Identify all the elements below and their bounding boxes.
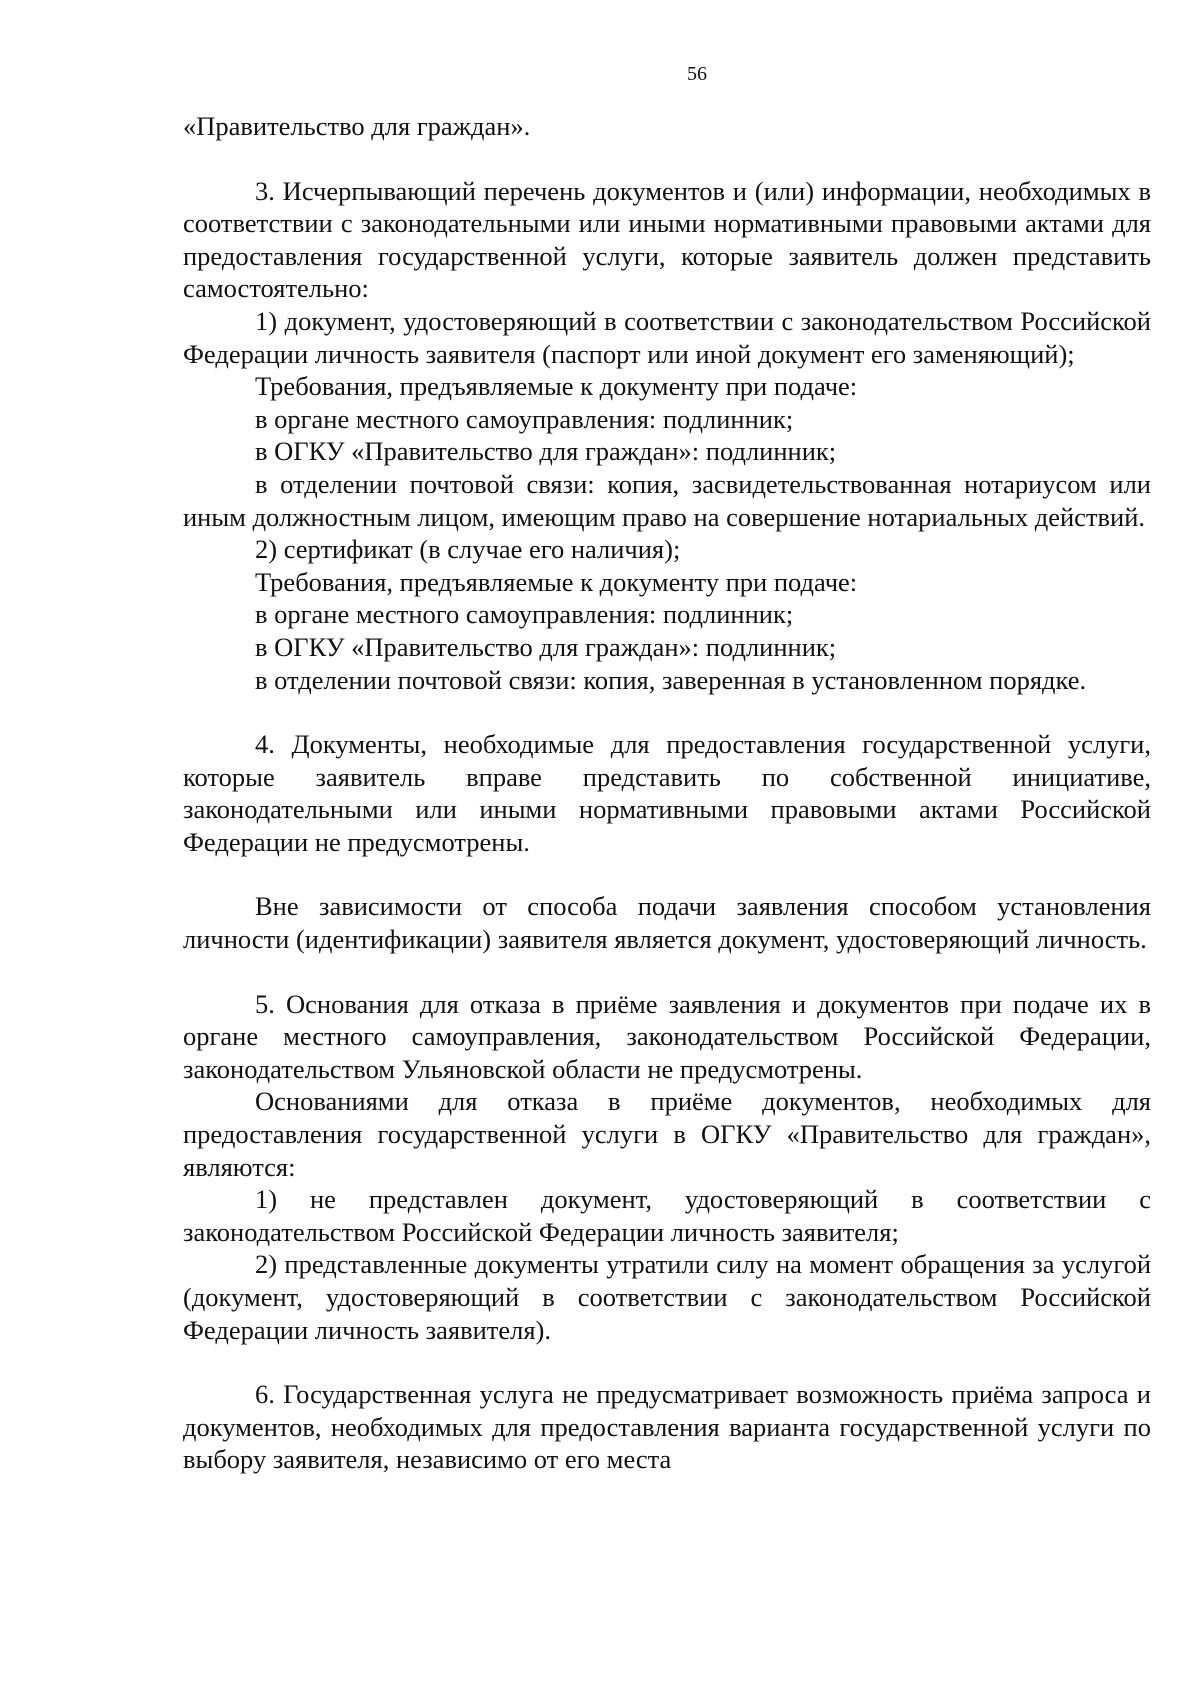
paragraph-spacer — [183, 1346, 1151, 1378]
document-body — [183, 110, 1151, 1476]
paragraph-spacer — [183, 696, 1151, 728]
paragraph: 3. Исчерпывающий перечень документов и (или) информации, необходимых в соответствии с законодательными или иными нормативными правовыми актами для предоставления государственной услуги, которые заявитель должен представить самостоятельно: — [183, 175, 1151, 304]
page-number: 56 — [687, 63, 707, 85]
paragraph: в ОГКУ «Правительство для граждан»: подлинник; — [255, 631, 837, 662]
paragraph: в отделении почтовой связи: копия, засвидетельствованная нотариусом или иным должностным лицом, имеющим право на совершение нотариальных действий. — [183, 468, 1151, 532]
paragraph: «Правительство для граждан». — [183, 111, 531, 141]
paragraph: 5. Основания для отказа в приёме заявления и документов при подаче их в органе местного самоуправления, законодательством Российской Федерации, законодательством Ульяновской области не предусмотрены. — [183, 988, 1151, 1084]
paragraph-spacer — [183, 956, 1151, 988]
paragraph: Вне зависимости от способа подачи заявления способом установления личности (идентификации) заявителя является документ, удостоверяющий личность. — [183, 891, 1151, 955]
paragraph: в ОГКУ «Правительство для граждан»: подлинник; — [255, 436, 837, 467]
paragraph: 1) не представлен документ, удостоверяющий в соответствии с законодательством Российской Федерации личность заявителя; — [183, 1184, 1151, 1247]
paragraph-spacer — [183, 858, 1151, 890]
paragraph: в органе местного самоуправления: подлинник; — [255, 599, 794, 630]
paragraph: в органе местного самоуправления: подлинник; — [255, 403, 794, 434]
paragraph: Требования, предъявляемые к документу при подаче: — [255, 566, 858, 597]
paragraph: Основаниями для отказа в приёме документов, необходимых для предоставления государственной услуги в ОГКУ «Правительство для граждан», являются: — [183, 1086, 1151, 1182]
paragraph: 1) документ, удостоверяющий в соответствии с законодательством Российской Федерации личность заявителя (паспорт или иной документ его заменяющий); — [183, 305, 1151, 369]
paragraph-spacer — [183, 143, 1151, 175]
paragraph: 2) представленные документы утратили силу на момент обращения за услугой (документ, удостоверяющий в соответствии с законодательством Российской Федерации личность заявителя). — [183, 1249, 1151, 1345]
paragraph: Требования, предъявляемые к документу при подаче: — [255, 371, 858, 402]
paragraph: 4. Документы, необходимые для предоставления государственной услуги, которые заявитель вправе представить по собственной инициативе, законодательными или иными нормативными правовыми актами Российской Федерации не предусмотрены. — [183, 729, 1151, 857]
paragraph: 2) сертификат (в случае его наличия); — [255, 534, 681, 565]
document-page — [183, 60, 1151, 1476]
paragraph: в отделении почтовой связи: копия, заверенная в установленном порядке. — [255, 664, 1087, 695]
paragraph: 6. Государственная услуга не предусматривает возможность приёма запроса и документов, необходимых для предоставления варианта государственной услуги по выбору заявителя, независимо от его места — [183, 1379, 1151, 1475]
